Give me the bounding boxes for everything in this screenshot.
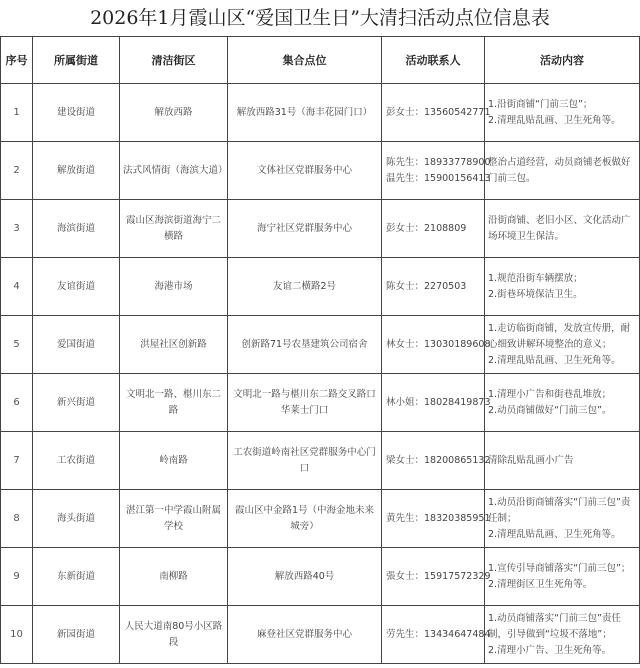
cell-content <box>485 316 640 374</box>
cell-seq: 10 <box>1 606 33 664</box>
cell-street: 解放街道 <box>33 142 120 200</box>
content-line: 1.走访临街商铺，发放宣传册，耐心细致讲解环境整治的意义； <box>488 322 631 350</box>
cell-content <box>485 548 640 606</box>
header-street: 所属街道 <box>33 37 120 84</box>
cell-area: 人民大道南80号小区路段 <box>120 606 228 664</box>
cell-content <box>485 432 640 490</box>
table-row <box>1 432 640 490</box>
cell-area: 海港市场 <box>120 258 228 316</box>
cell-area: 洪屋社区创新路 <box>120 316 228 374</box>
cell-seq: 2 <box>1 142 33 200</box>
cell-content <box>485 490 640 548</box>
cell-street: 友谊街道 <box>33 258 120 316</box>
cell-content <box>485 258 640 316</box>
header-seq: 序号 <box>1 37 33 84</box>
contact-line: 梁女士：18200865132 <box>386 454 491 466</box>
cell-contact <box>382 606 491 664</box>
cell-location: 文明北一路与椹川东二路交叉路口华莱士门口 <box>228 374 382 432</box>
cell-street: 海滨街道 <box>33 200 120 258</box>
content-line: 1.规范沿街车辆摆放； <box>488 272 583 284</box>
cell-location: 麻登社区党群服务中心 <box>228 606 382 664</box>
cell-location: 创新路71号农垦建筑公司宿舍 <box>228 316 382 374</box>
table-row <box>1 142 640 200</box>
cell-area: 岭南路 <box>120 432 228 490</box>
contact-line: 彭女士：13560542771 <box>386 106 491 118</box>
cell-street: 海头街道 <box>33 490 120 548</box>
header-area: 清洁街区 <box>120 37 228 84</box>
cell-content <box>485 606 640 664</box>
cell-location: 霞山区中金路1号（中海金地未来城旁） <box>228 490 382 548</box>
cell-street: 东新街道 <box>33 548 120 606</box>
cell-location: 友谊二横路2号 <box>228 258 382 316</box>
table-row <box>1 258 640 316</box>
contact-line: 陈先生：18933778900 <box>386 156 491 168</box>
content-line: 1.宣传引导商铺落实“门前三包”； <box>488 562 631 574</box>
header-content: 活动内容 <box>485 37 640 84</box>
cell-contact <box>382 258 485 316</box>
table-header-row <box>1 37 640 84</box>
cell-seq: 9 <box>1 548 33 606</box>
header-location: 集合点位 <box>228 37 382 84</box>
cell-area: 法式风情街（海滨大道） <box>120 142 228 200</box>
content-line: 沿街商铺、老旧小区、文化活动广场环境卫生保洁。 <box>488 214 631 242</box>
cell-location: 文体社区党群服务中心 <box>228 142 382 200</box>
contact-line: 陈女士：2270503 <box>386 280 467 292</box>
content-line: 2.清理街区卫生死角等。 <box>488 578 593 590</box>
contact-line: 張女士：15917572329 <box>386 570 491 582</box>
contact-line: 劳先生：13434647484 <box>386 628 491 640</box>
content-line: 2.街巷环境保洁卫生。 <box>488 288 583 300</box>
cell-contact <box>382 200 485 258</box>
content-line: 1.沿街商铺“门前三包”； <box>488 98 593 110</box>
cell-contact <box>382 316 491 374</box>
cell-seq: 8 <box>1 490 33 548</box>
cell-contact <box>382 84 491 142</box>
header-contact: 活动联系人 <box>382 37 485 84</box>
content-line: 2.清理乱贴乱画、卫生死角等。 <box>488 528 621 540</box>
activity-table <box>0 36 640 664</box>
cell-seq: 1 <box>1 84 33 142</box>
content-line: 2.动员商铺做好“门前三包”。 <box>488 404 612 416</box>
cell-seq: 5 <box>1 316 33 374</box>
content-line: 1.清理小广告和街巷乱堆放； <box>488 388 612 400</box>
table-row <box>1 606 640 664</box>
cell-content <box>485 84 640 142</box>
cell-content <box>485 142 640 200</box>
cell-location: 解放西路31号（海丰花园门口） <box>228 84 382 142</box>
cell-content <box>485 200 640 258</box>
cell-area: 霞山区海滨街道海宁二横路 <box>120 200 228 258</box>
cell-street: 新兴街道 <box>33 374 120 432</box>
cell-contact <box>382 432 491 490</box>
table-row <box>1 374 640 432</box>
cell-location: 工农街道岭南社区党群服务中心门口 <box>228 432 382 490</box>
contact-line: 林女士：13030189608 <box>386 338 491 350</box>
contact-line: 温先生：15900156413 <box>386 172 491 184</box>
cell-contact <box>382 142 491 200</box>
content-line: 2.清理乱贴乱画、卫生死角等。 <box>488 114 621 126</box>
table-row <box>1 84 640 142</box>
cell-area: 南柳路 <box>120 548 228 606</box>
contact-line: 黄先生：18320385951 <box>386 512 491 524</box>
cell-location: 海宁社区党群服务中心 <box>228 200 382 258</box>
cell-contact <box>382 490 491 548</box>
cell-location: 解放西路40号 <box>228 548 382 606</box>
cell-area: 文明北一路、椹川东二路 <box>120 374 228 432</box>
cell-contact <box>382 548 491 606</box>
cell-street: 爱国街道 <box>33 316 120 374</box>
cell-seq: 3 <box>1 200 33 258</box>
content-line: 2.清理小广告、卫生死角等。 <box>488 644 612 656</box>
content-line: 2.清理乱贴乱画、卫生死角等。 <box>488 354 621 366</box>
content-line: 1.动员商铺落实“门前三包”责任制，引导做到“垃圾不落地”； <box>488 612 621 640</box>
cell-street: 工农街道 <box>33 432 120 490</box>
table-row <box>1 548 640 606</box>
cell-area: 解放西路 <box>120 84 228 142</box>
table-row <box>1 490 640 548</box>
cell-content <box>485 374 640 432</box>
cell-area: 湛江第一中学霞山附属学校 <box>120 490 228 548</box>
cell-seq: 7 <box>1 432 33 490</box>
cell-street: 新园街道 <box>33 606 120 664</box>
cell-street: 建设街道 <box>33 84 120 142</box>
contact-line: 林小姐：18028419873 <box>386 396 491 408</box>
document-title: 2026年1月霞山区“爱国卫生日”大清扫活动点位信息表 <box>90 7 550 29</box>
cell-contact <box>382 374 491 432</box>
contact-line: 彭女士：2108809 <box>386 222 467 234</box>
cell-seq: 4 <box>1 258 33 316</box>
table-row <box>1 316 640 374</box>
table-row <box>1 200 640 258</box>
content-line: 1.动员沿街商铺落实“门前三包”责任制； <box>488 496 631 524</box>
content-line: 清除乱贴乱画小广告 <box>488 454 574 466</box>
cell-seq: 6 <box>1 374 33 432</box>
content-line: 整治占道经营，动员商铺老板做好门前三包。 <box>488 156 631 184</box>
